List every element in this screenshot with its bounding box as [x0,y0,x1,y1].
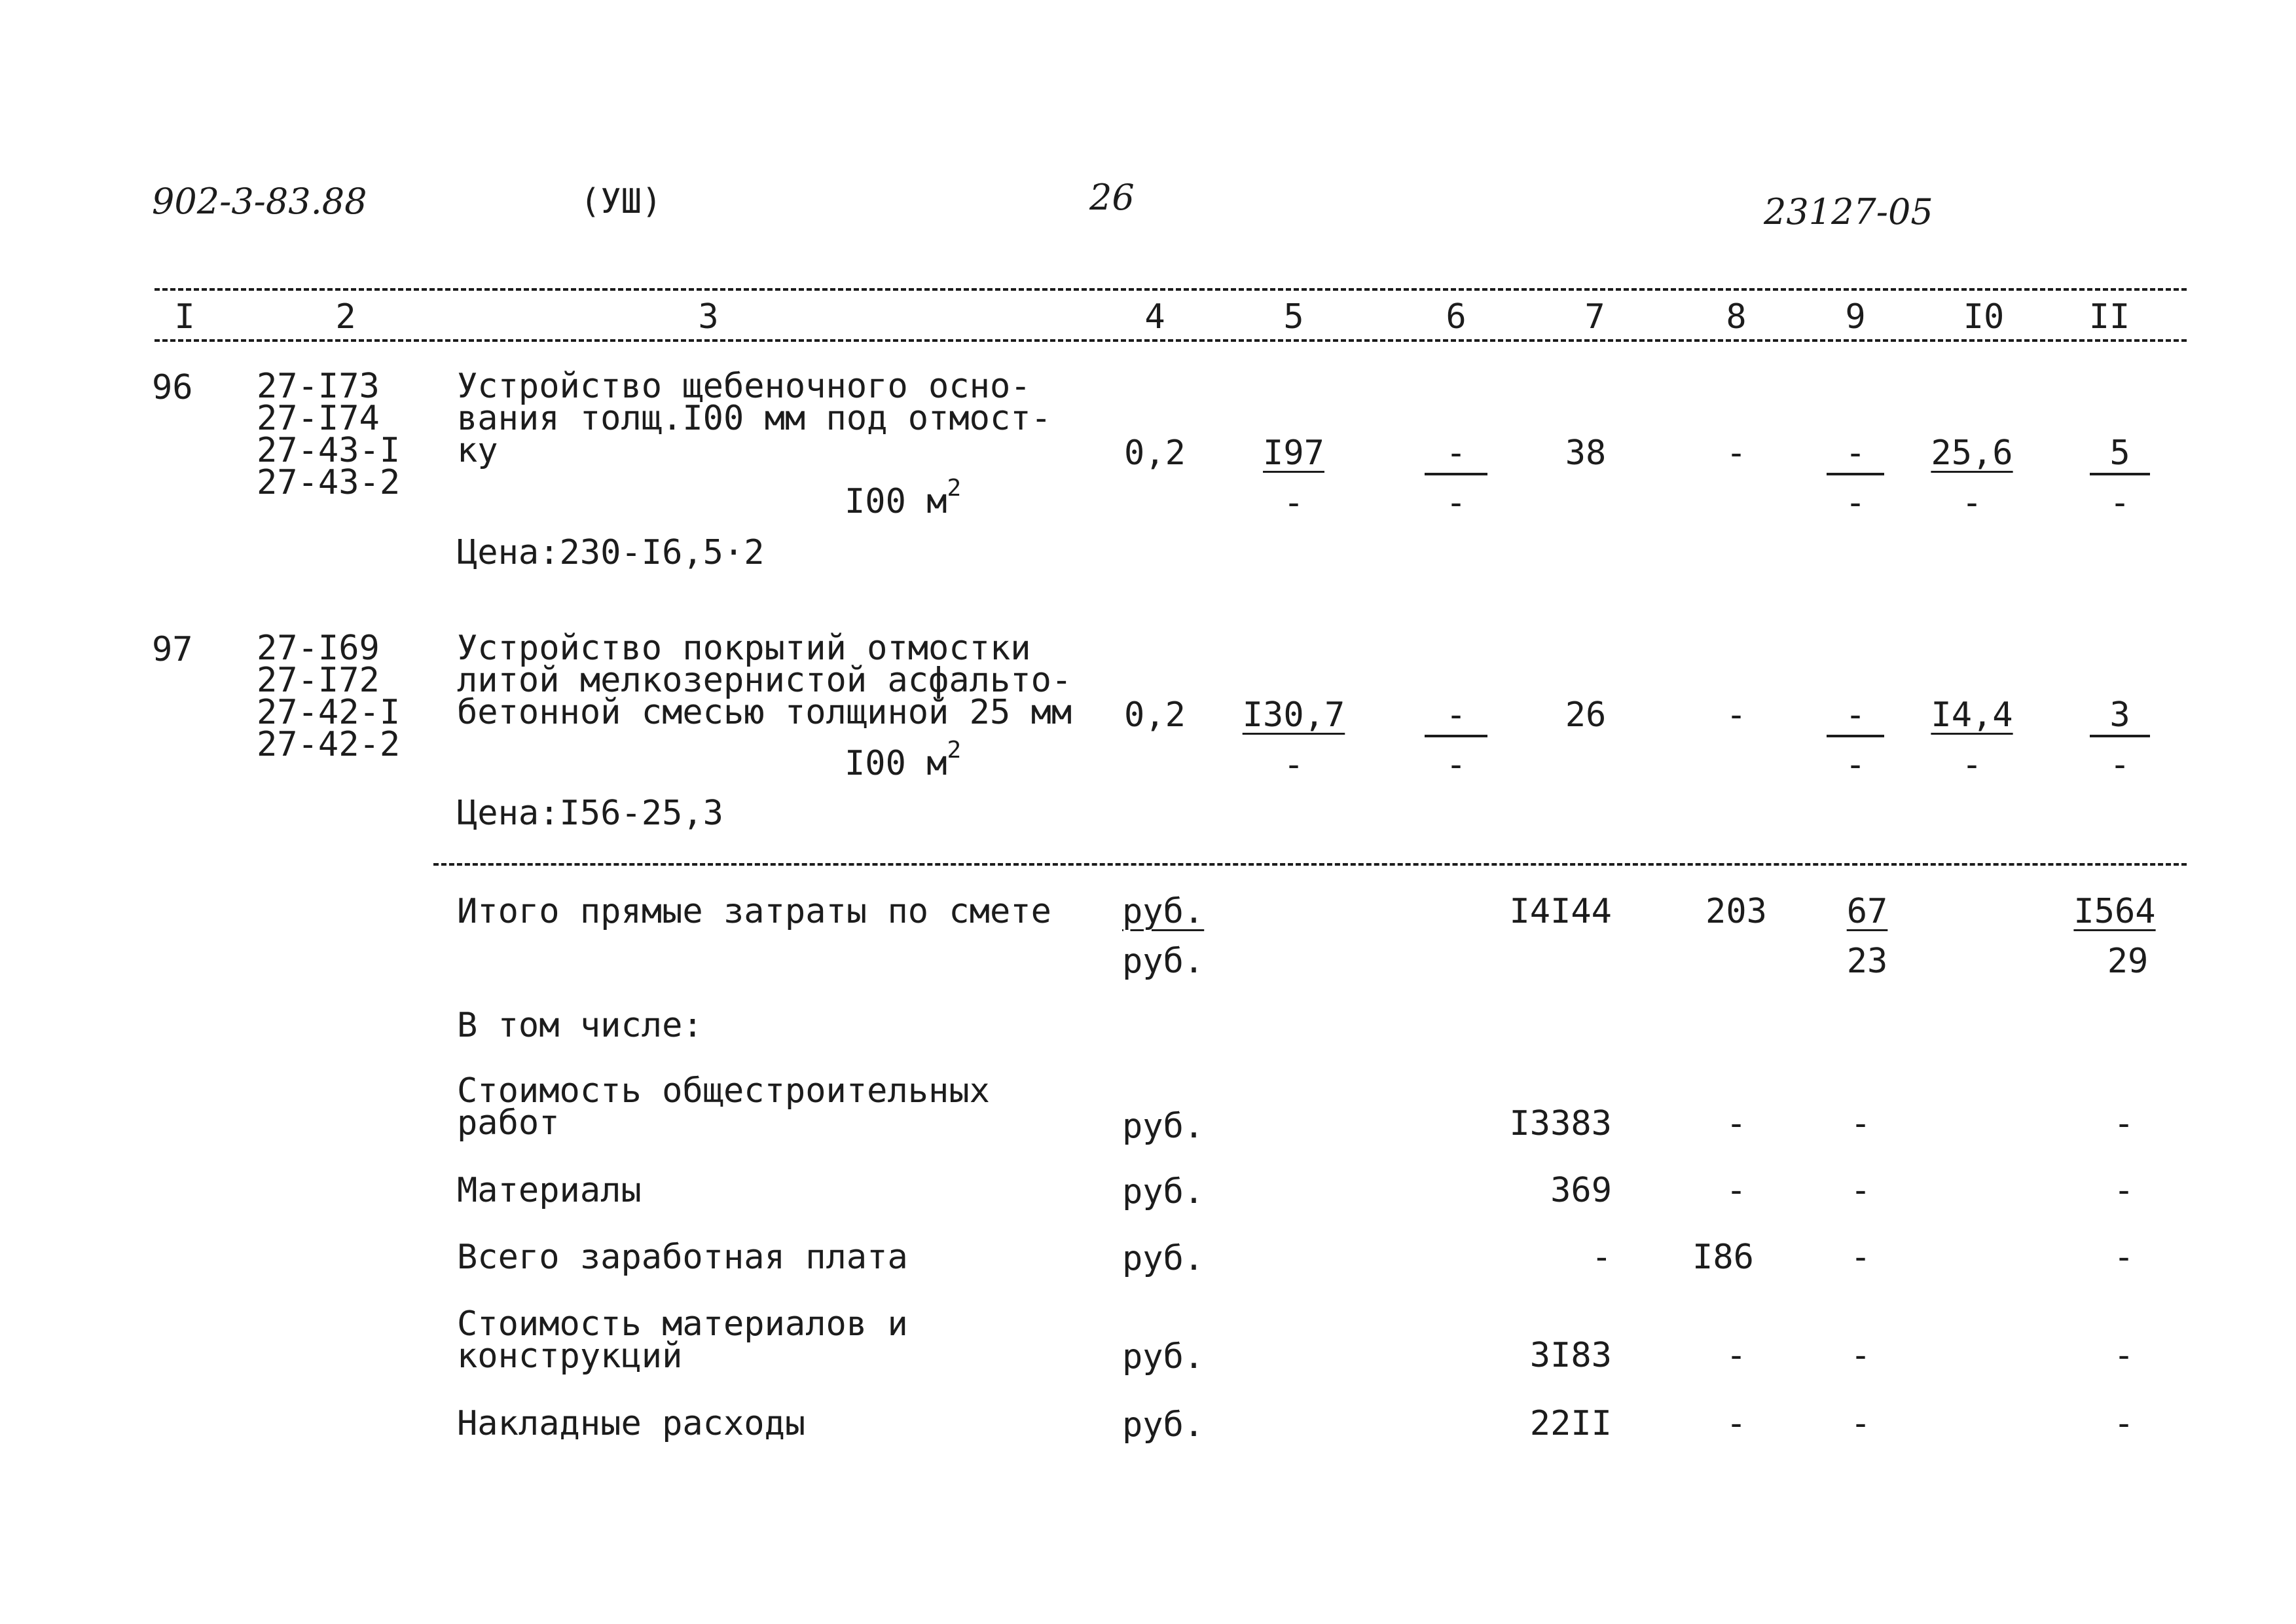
column-header: I [174,297,195,337]
totals-rule [433,863,2187,866]
breakdown-col11: - [2113,1336,2134,1375]
cell-col6: - [1446,695,1467,735]
column-header: II [2088,297,2130,337]
measure-unit: I00 $м^2$ [845,475,962,521]
header-rule-bottom [155,339,2187,342]
totals-col9-lower: 23 [1846,942,1888,981]
including-label: В том числе: [457,1006,703,1045]
totals-label: Итого прямые затраты по смете [457,892,1051,931]
cell-col10-lower: - [1961,483,1982,523]
cell-col9: - [1845,695,1866,735]
breakdown-unit: руб. [1122,1239,1205,1278]
breakdown-unit: руб. [1122,1107,1205,1146]
cell-col11: 5 [2109,434,2130,473]
cell-col7: 26 [1565,695,1607,735]
header-rule-top [155,288,2187,291]
breakdown-col9: - [1850,1104,1871,1143]
breakdown-col11: - [2113,1238,2134,1277]
totals-unit: руб. [1122,892,1205,931]
breakdown-col8: - [1726,1404,1747,1443]
column-header: 9 [1845,297,1866,337]
column-header: 5 [1283,297,1304,337]
fraction-bar [1425,735,1487,737]
cell-col6: - [1446,434,1467,473]
quantity: 0,2 [1124,695,1186,735]
quantity: 0,2 [1124,434,1186,473]
totals-col7: I4I44 [1509,892,1612,931]
norm-codes: 27-I73 27-I74 27-43-I 27-43-2 [257,367,401,502]
totals-col8: 203 [1705,892,1767,931]
breakdown-col11: - [2113,1104,2134,1143]
column-header: 6 [1446,297,1467,337]
archive-number: 23127-05 [1764,191,1933,232]
cell-col6-lower: - [1446,745,1467,784]
breakdown-label: Накладные расходы [457,1404,806,1443]
unit-price: Цена:I56-25,3 [457,794,723,833]
breakdown-col8: - [1726,1104,1747,1143]
breakdown-col7: 3I83 [1529,1336,1612,1375]
breakdown-col7: - [1591,1238,1612,1277]
breakdown-label: Всего заработная плата [457,1238,908,1277]
breakdown-col9: - [1850,1171,1871,1210]
measure-unit: I00 $м^2$ [845,737,962,783]
cell-col9: - [1845,434,1866,473]
breakdown-col9: - [1850,1336,1871,1375]
breakdown-col8: - [1726,1336,1747,1375]
cell-col5: I97 [1263,434,1324,473]
page-number: 26 [1089,177,1135,218]
fraction-bar [1827,735,1884,737]
norm-codes: 27-I69 27-I72 27-42-I 27-42-2 [257,629,401,764]
breakdown-unit: руб. [1122,1172,1205,1211]
fraction-bar [2090,473,2150,475]
cell-col6-lower: - [1446,483,1467,523]
breakdown-col9: - [1850,1238,1871,1277]
cell-col10: 25,6 [1931,434,2013,473]
unit-price: Цена:230-I6,5·2 [457,533,765,572]
column-header: 3 [698,297,719,337]
cell-col5-lower: - [1283,483,1304,523]
cell-col5: I30,7 [1242,695,1345,735]
breakdown-label: Стоимость материалов и конструкций [457,1304,908,1376]
breakdown-unit: руб. [1122,1405,1205,1445]
cell-col11: 3 [2109,695,2130,735]
breakdown-col7: 22II [1529,1404,1612,1443]
fraction-bar [1425,473,1487,475]
breakdown-col7: 369 [1550,1171,1612,1210]
cell-col9-lower: - [1845,483,1866,523]
row-number: 97 [152,630,193,669]
cell-col10: I4,4 [1931,695,2013,735]
cell-col5-lower: - [1283,745,1304,784]
breakdown-col8: - [1726,1171,1747,1210]
column-header: 8 [1726,297,1747,337]
totals-col9: 67 [1846,892,1888,931]
totals-unit-lower: руб. [1122,942,1205,981]
section-code: (УШ) [580,182,663,221]
cell-col8: - [1726,695,1747,735]
breakdown-col8: I86 [1692,1238,1754,1277]
fraction-bar [2090,735,2150,737]
column-header: I0 [1963,297,2005,337]
cell-col8: - [1726,434,1747,473]
cell-col11-lower: - [2109,483,2130,523]
totals-col11: I564 [2073,892,2156,931]
work-description: Устройство щебеночного осно- вания толщ.I00 мм под отмост- ку [457,367,1051,470]
breakdown-unit: руб. [1122,1337,1205,1376]
fraction-bar [1827,473,1884,475]
breakdown-col11: - [2113,1404,2134,1443]
breakdown-col7: I3383 [1509,1104,1612,1143]
column-header: 7 [1584,297,1605,337]
breakdown-col11: - [2113,1171,2134,1210]
cell-col9-lower: - [1845,745,1866,784]
cell-col11-lower: - [2109,745,2130,784]
column-header: 2 [335,297,356,337]
breakdown-label: Материалы [457,1171,642,1210]
work-description: Устройство покрытий отмостки литой мелкозернистой асфальто- бетонной смесью толщиной 25 мм [457,629,1072,732]
row-number: 96 [152,368,193,407]
column-header: 4 [1144,297,1165,337]
breakdown-col9: - [1850,1404,1871,1443]
cell-col10-lower: - [1961,745,1982,784]
breakdown-label: Стоимость общестроительных работ [457,1071,990,1143]
document-code: 902-3-83.88 [152,181,367,222]
cell-col7: 38 [1565,434,1607,473]
totals-col11-lower: 29 [2107,942,2149,981]
